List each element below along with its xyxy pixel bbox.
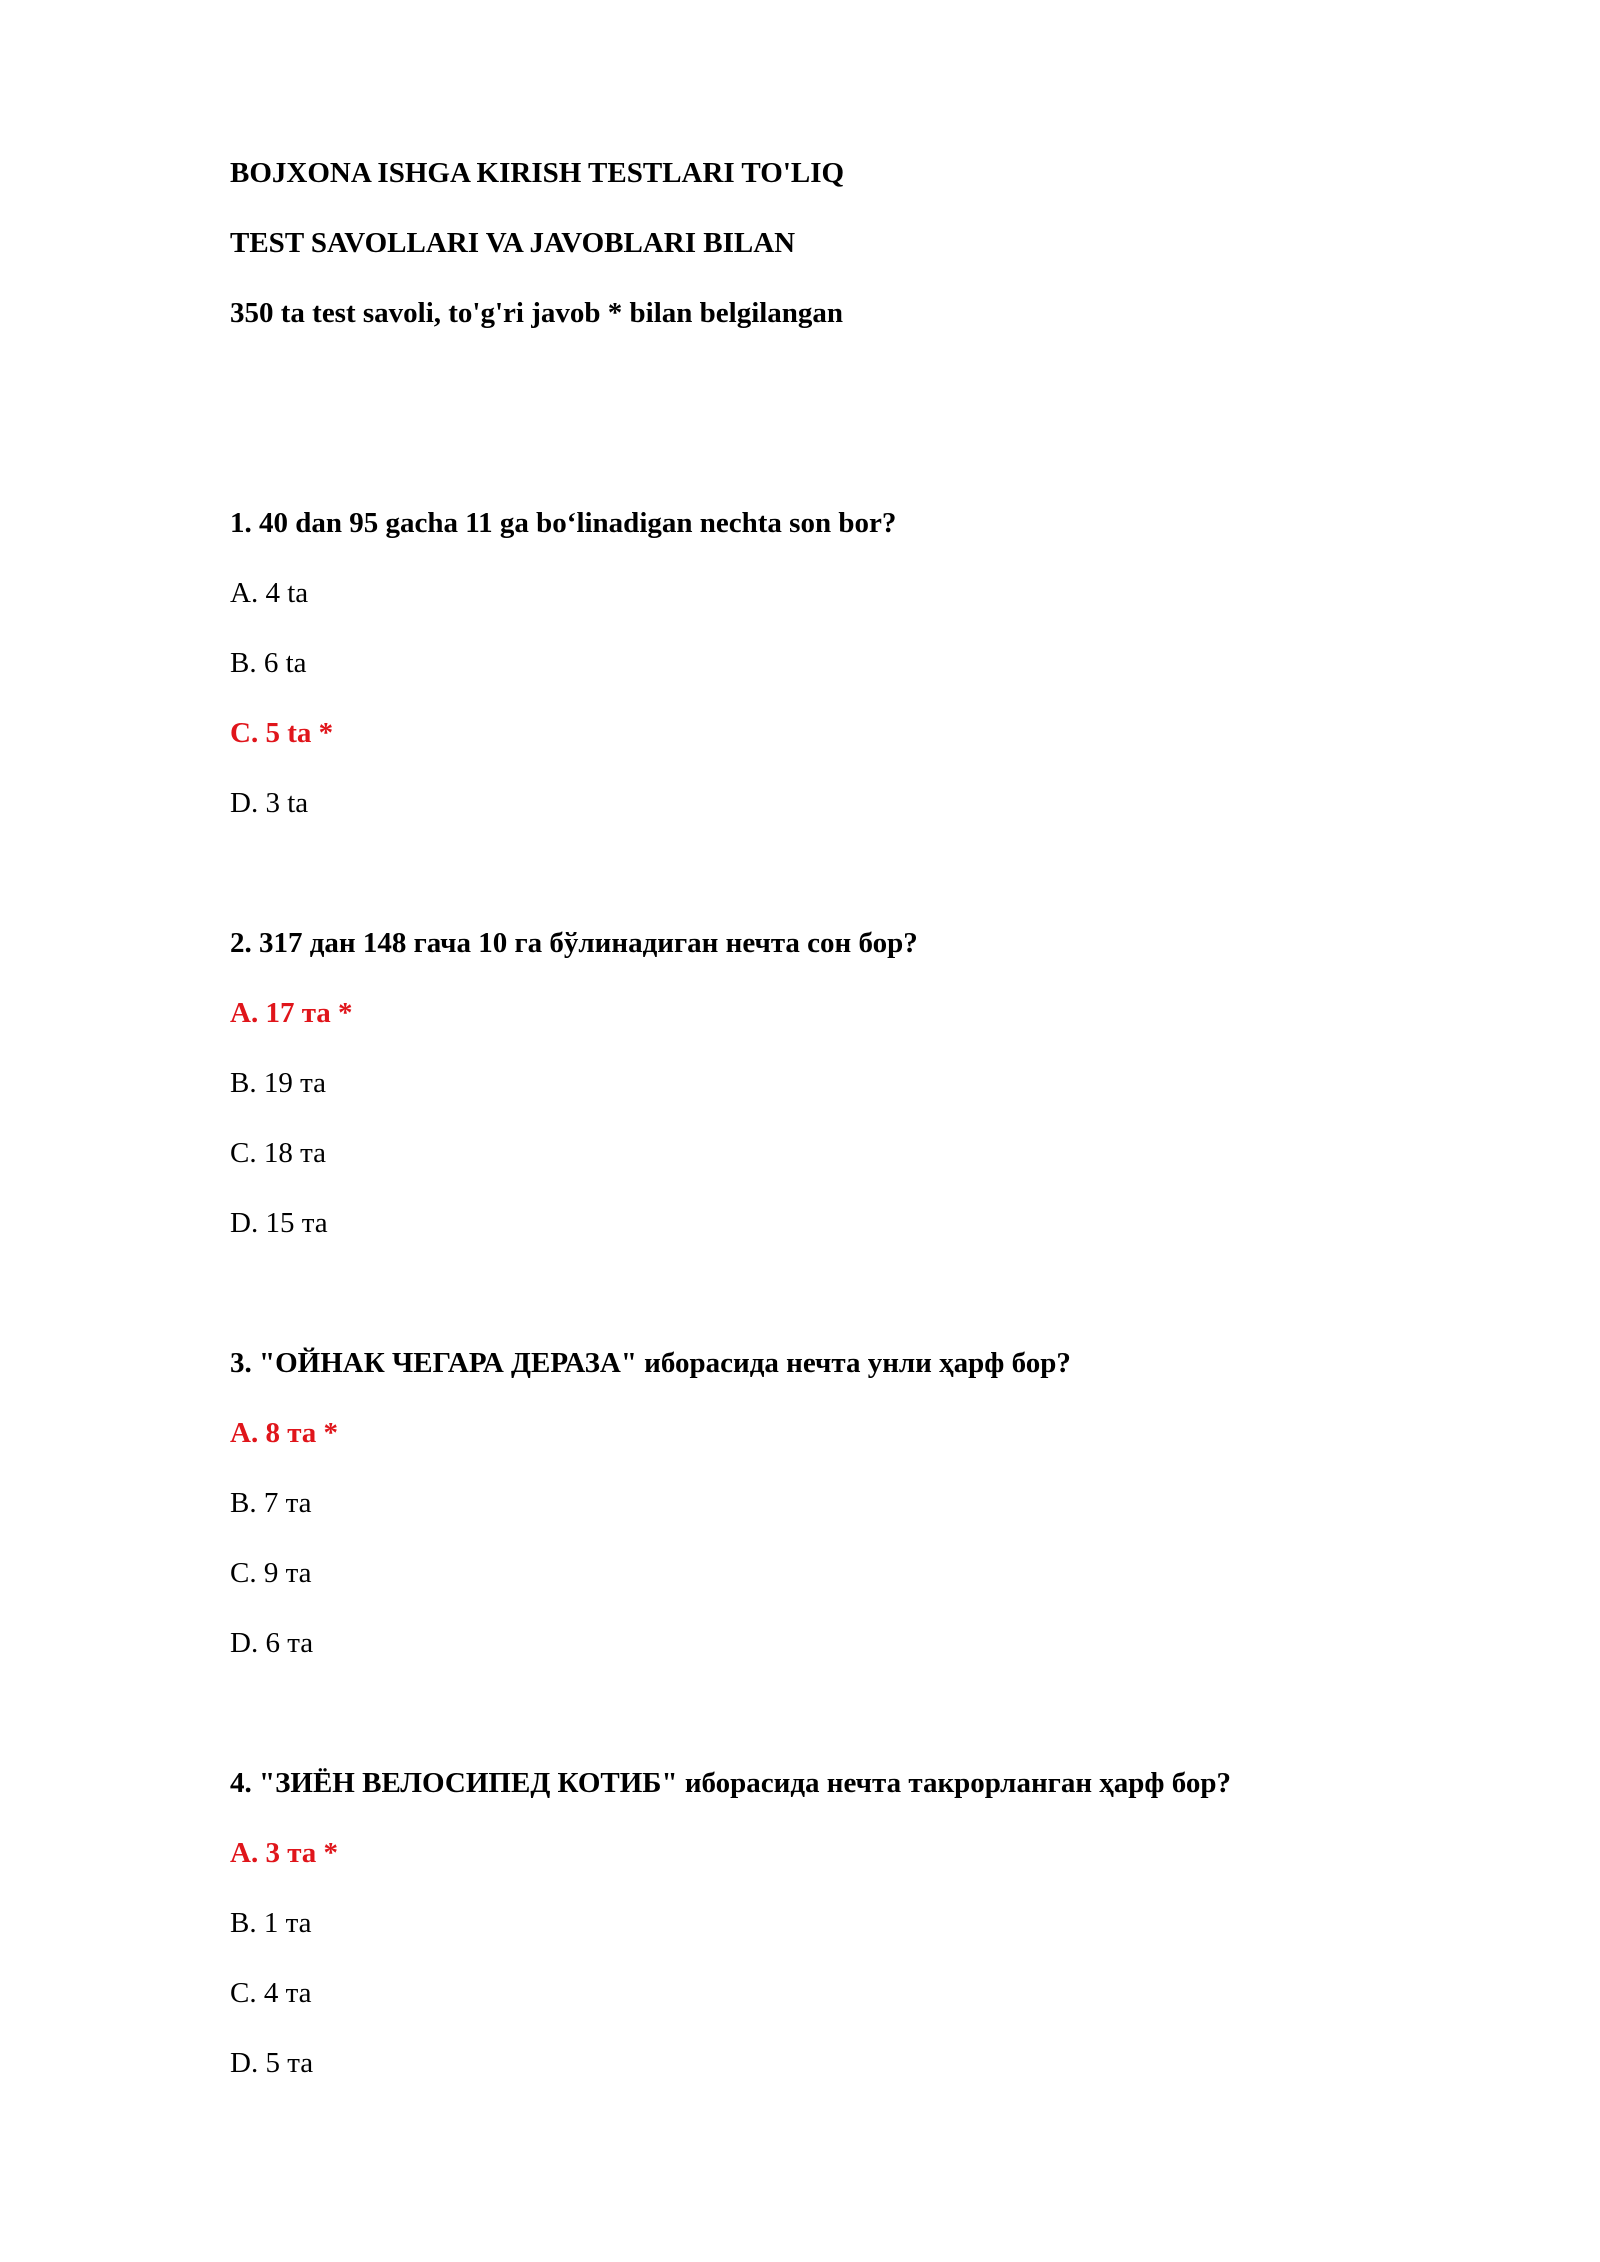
question-text: 4. "ЗИЁН ВЕЛОСИПЕД КОТИБ" иборасида нечта такрорланган ҳарф бор?: [230, 1767, 1231, 1799]
document-subtitle: TEST SAVOLLARI VA JAVOBLARI BILAN: [230, 227, 796, 259]
answer-option: D. 6 та: [230, 1627, 314, 1659]
answer-option: D. 5 та: [230, 2047, 314, 2079]
answer-option-correct: A. 8 та *: [230, 1417, 339, 1449]
answer-option: D. 3 ta: [230, 787, 309, 819]
answer-option: C. 9 та: [230, 1557, 312, 1589]
answer-option: B. 6 ta: [230, 647, 307, 679]
answer-option: B. 1 та: [230, 1907, 312, 1939]
answer-option: D. 15 та: [230, 1207, 328, 1239]
question-text: 3. "ОЙНАК ЧЕГАРА ДЕРАЗА" иборасида нечта унли ҳарф бор?: [230, 1347, 1071, 1379]
answer-option-correct: C. 5 ta *: [230, 717, 334, 749]
question-text: 2. 317 дан 148 гача 10 га бўлинадиган нечта сон бор?: [230, 927, 918, 959]
answer-option-correct: A. 17 та *: [230, 997, 353, 1029]
answer-option: B. 7 та: [230, 1487, 312, 1519]
document-note: 350 ta test savoli, to'g'ri javob * bilan belgilangan: [230, 297, 844, 329]
answer-option: A. 4 ta: [230, 577, 309, 609]
answer-option: C. 18 та: [230, 1137, 326, 1169]
answer-option-correct: A. 3 та *: [230, 1837, 339, 1869]
document-title: BOJXONA ISHGA KIRISH TESTLARI TO'LIQ: [230, 157, 845, 189]
answer-option: C. 4 та: [230, 1977, 312, 2009]
question-text: 1. 40 dan 95 gacha 11 ga bo‘linadigan nechta son bor?: [230, 507, 897, 539]
answer-option: B. 19 та: [230, 1067, 326, 1099]
